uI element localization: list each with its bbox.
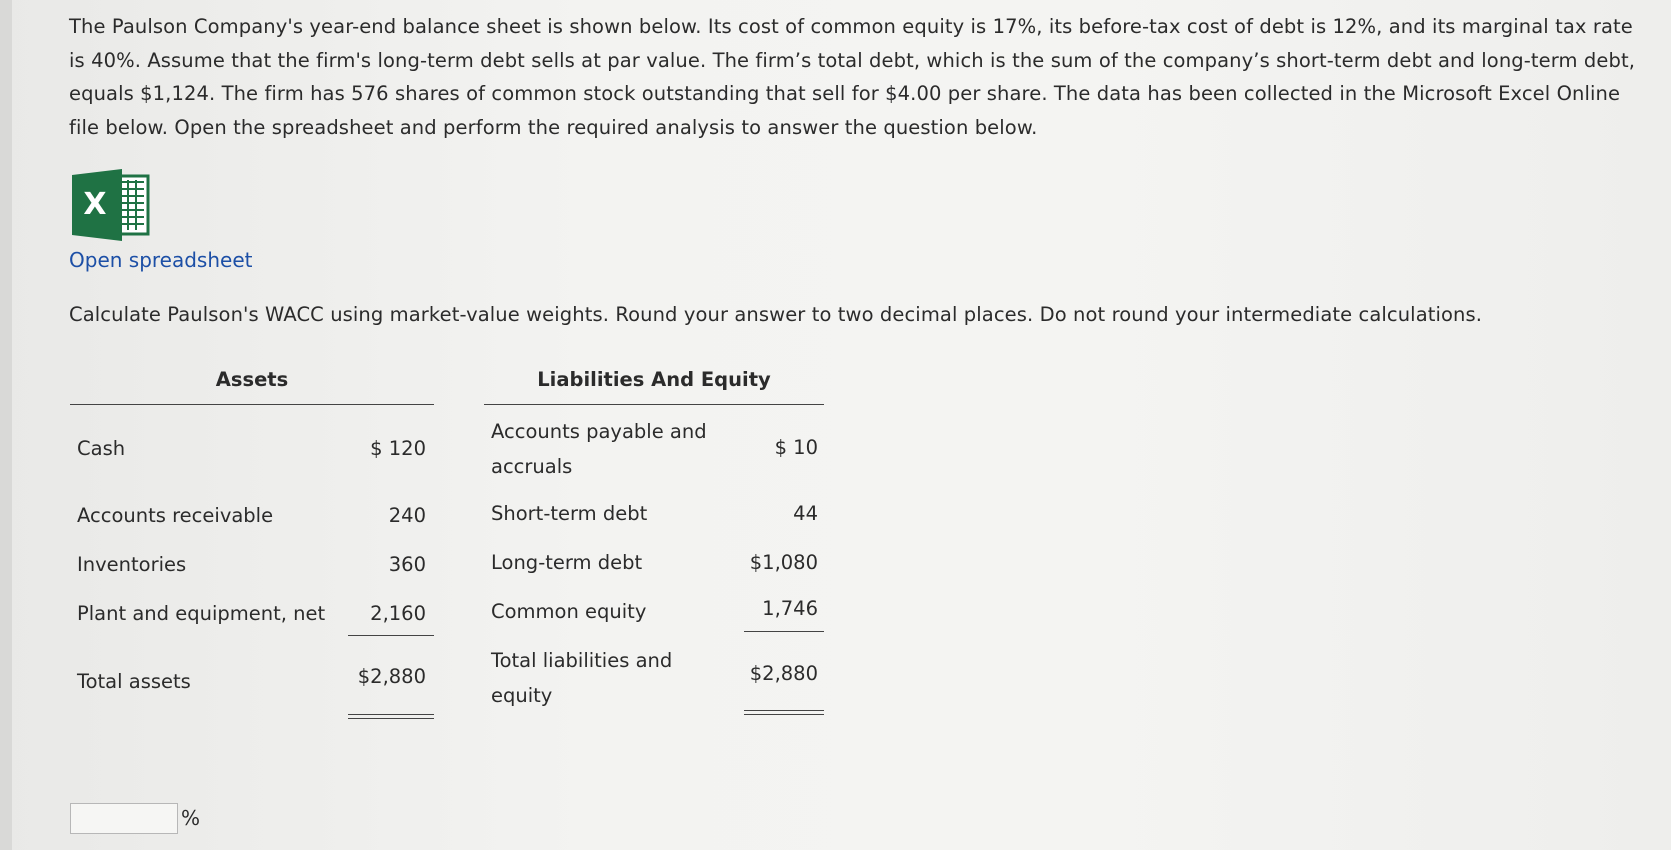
asset-value-receivables: 240 — [388, 504, 426, 527]
question-text: Calculate Paulson's WACC using market-value weights. Round your answer to two decimal places. Do not round your intermediate calculations. — [69, 303, 1483, 326]
liability-value-long-term-debt: $1,080 — [749, 551, 818, 574]
left-edge — [0, 0, 12, 850]
liabilities-header: Liabilities And Equity — [537, 368, 771, 391]
open-spreadsheet-link[interactable]: Open spreadsheet — [69, 248, 253, 272]
liability-value-common-equity: 1,746 — [762, 597, 818, 620]
liability-value-short-term-debt: 44 — [793, 502, 818, 525]
percent-unit: % — [181, 806, 201, 830]
liability-label-short-term-debt: Short-term debt — [491, 502, 648, 525]
assets-header-rule — [70, 404, 434, 405]
liabilities-total-rule-1 — [744, 710, 824, 711]
asset-label-total: Total assets — [77, 670, 191, 693]
asset-label-inventories: Inventories — [77, 553, 187, 576]
excel-icon-letter: X — [83, 187, 107, 222]
assets-header: Assets — [215, 368, 289, 391]
liabilities-subtotal-rule — [744, 631, 824, 632]
assets-total-rule-1 — [348, 714, 434, 715]
asset-value-total: $2,880 — [357, 665, 426, 688]
problem-text: The Paulson Company's year-end balance sheet is shown below. Its cost of common equity is 17%, its before-tax cost of debt is 12%, and its marginal tax rate is 40%. Assume that the firm's long-term debt sells at par value. The firm’s total debt, which is the sum of the company’s short-term debt and long-term debt, equals $1,124. The firm has 576 shares of common stock outstanding that sell for $4.00 per share. The data has been collected in the Microsoft Excel Online file below. Open the spreadsheet and perform the required analysis to answer the question below. — [69, 15, 1636, 139]
asset-value-plant: 2,160 — [370, 602, 426, 625]
liability-value-total: $2,880 — [749, 662, 818, 685]
liabilities-header-rule — [484, 404, 824, 405]
asset-label-cash: Cash — [77, 437, 126, 460]
liability-label-total: Total liabilities and equity — [491, 649, 673, 707]
asset-label-receivables: Accounts receivable — [77, 504, 274, 527]
wacc-answer-input[interactable] — [70, 803, 178, 834]
asset-value-inventories: 360 — [388, 553, 426, 576]
excel-icon[interactable] — [70, 168, 152, 243]
liabilities-total-rule-2 — [744, 714, 824, 715]
asset-value-cash: $ 120 — [370, 437, 426, 460]
assets-subtotal-rule — [348, 635, 434, 636]
assets-total-rule-2 — [348, 718, 434, 719]
liability-label-long-term-debt: Long-term debt — [491, 551, 643, 574]
liability-label-common-equity: Common equity — [491, 600, 647, 623]
liability-value-payables: $ 10 — [774, 436, 818, 459]
asset-label-plant: Plant and equipment, net — [77, 602, 326, 625]
liability-label-payables: Accounts payable and accruals — [491, 420, 707, 478]
